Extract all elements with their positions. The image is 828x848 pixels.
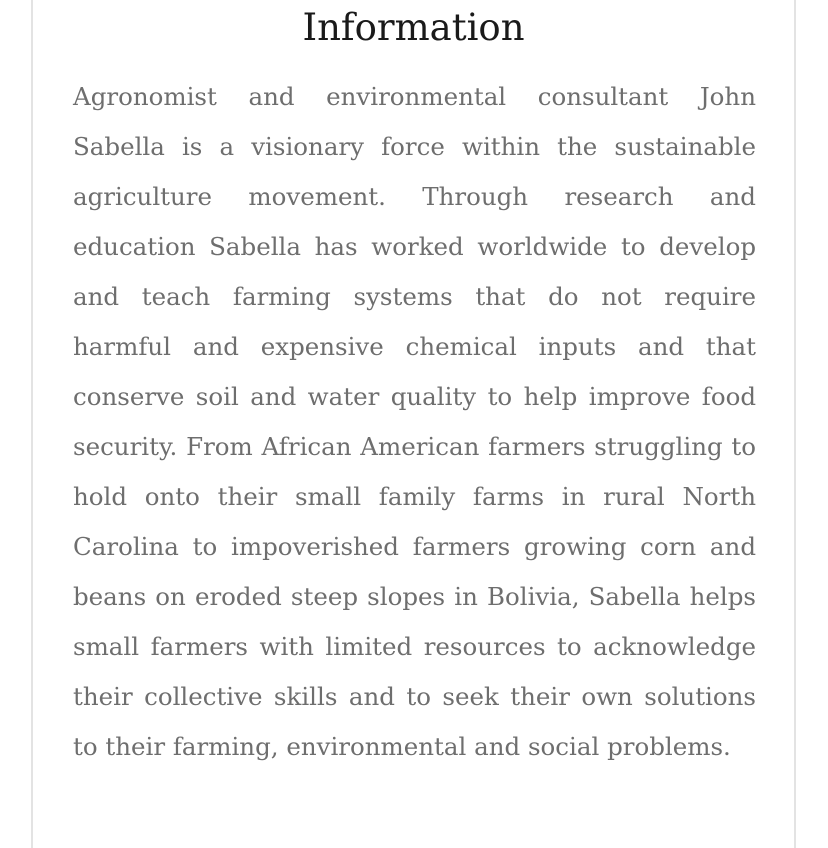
information-card (31, 0, 796, 848)
section-title: Information (302, 6, 525, 49)
bio-paragraph: Agronomist and environmental consultant John Sabella is a visionary force within the sustainable agriculture movement. Through research and education Sabella has worked worldwide to develop and teach farming systems that do not require harmful and expensive chemical inputs and that conserve soil and water quality to help improve food security. From African American farmers struggling to hold onto their small family farms in rural North Carolina to impoverished farmers growing corn and beans on eroded steep slopes in Bolivia, Sabella helps small farmers with limited resources to acknowledge their collective skills and to seek their own solutions to their farming, environmental and social problems. (73, 82, 756, 761)
